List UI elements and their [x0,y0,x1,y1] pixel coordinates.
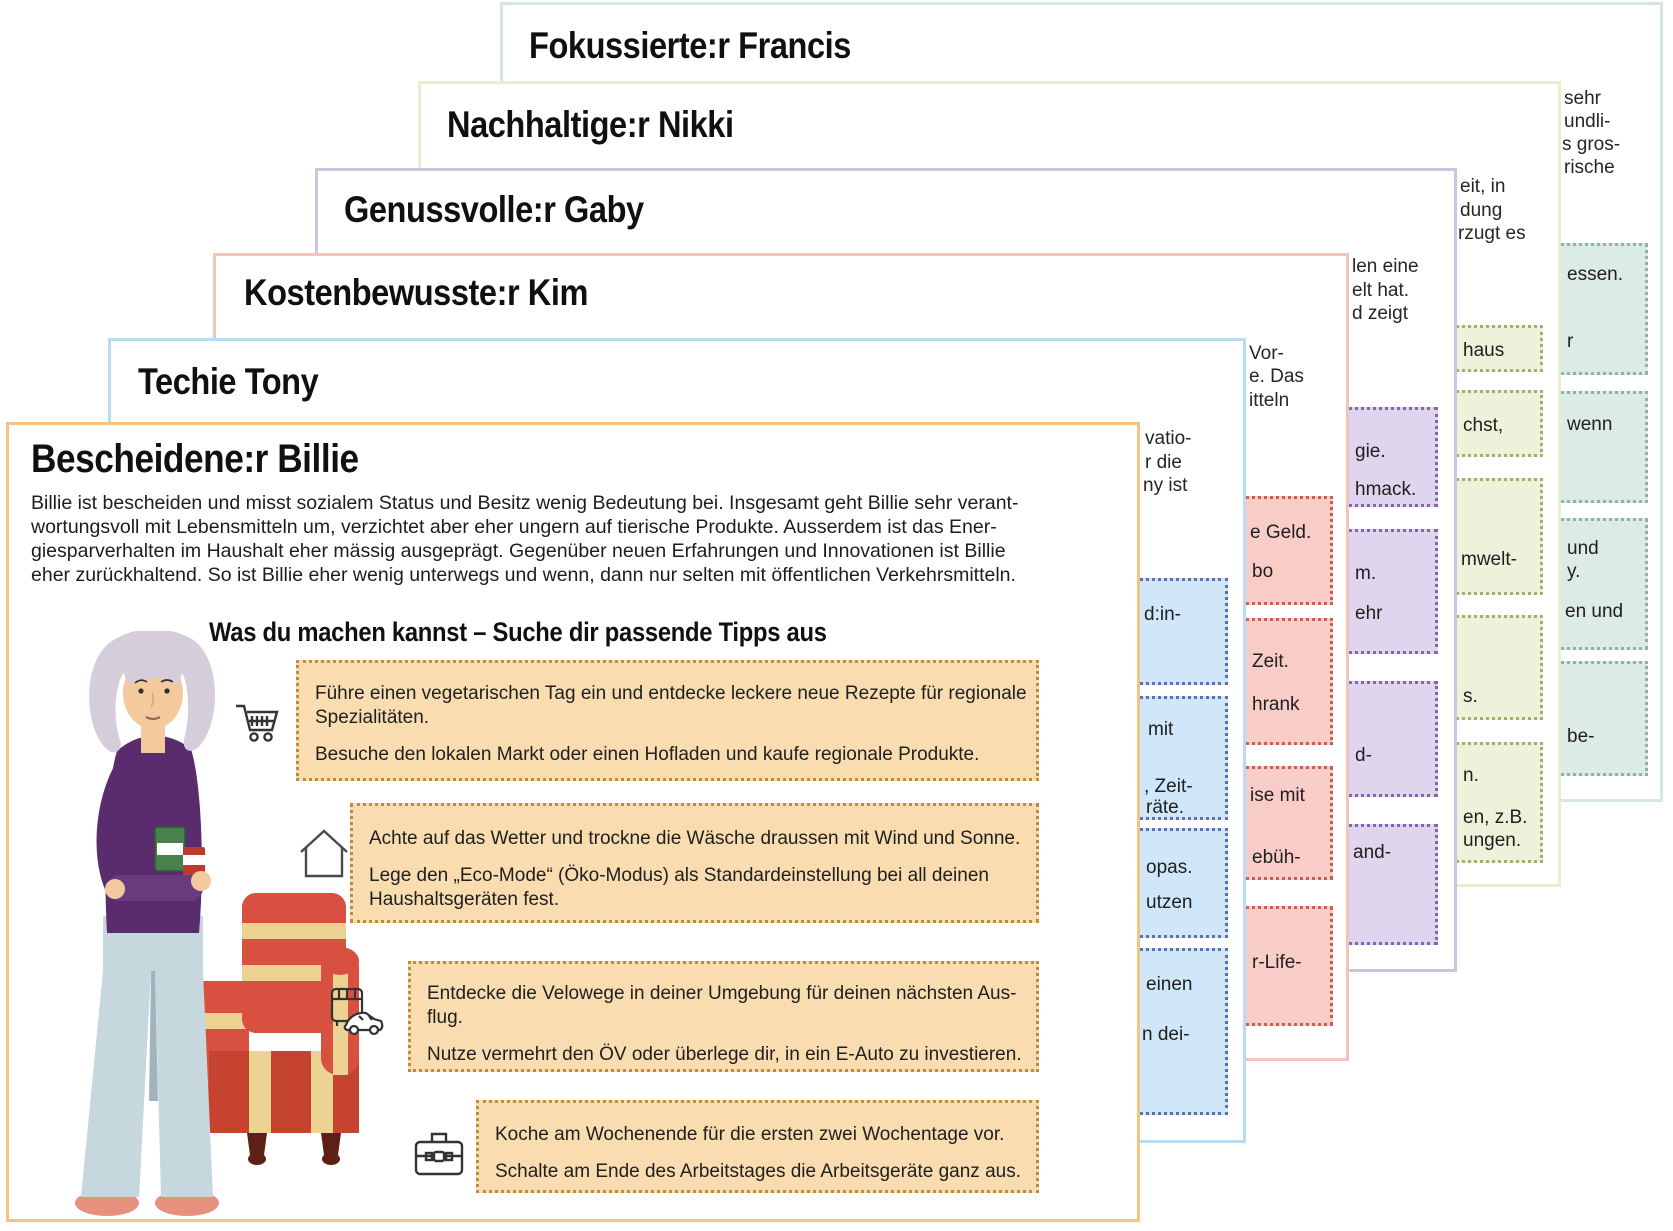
paragraph-fragment: eit, in [1460,176,1506,197]
tip-box [350,803,1039,923]
tip-fragment-line: einen [1146,974,1193,995]
tip-fragment-line: r-Life- [1252,952,1302,973]
tip-line: Nutze vermehrt den ÖV oder überlege dir, in ein E-Auto zu investieren. [427,1044,1022,1065]
tip-line: Schalte am Ende des Arbeitstages die Arbeitsgeräte ganz aus. [495,1161,1021,1182]
tip-fragment-line: opas. [1146,857,1193,878]
description-line: Billie ist bescheiden und misst sozialem Status und Besitz wenig Bedeutung bei. Insgesamt geht Billie sehr verant- [31,492,1019,514]
tip-fragment-line: n. [1463,765,1479,786]
tip-fragment-line: Zeit. [1252,651,1289,672]
tip-line: flug. [427,1007,463,1028]
description-line: wortungsvoll mit Lebensmitteln um, verzichtet aber eher ungern auf tierische Produkte. Ausserdem ist das Ener- [31,516,997,538]
tip-fragment-line: wenn [1567,414,1613,435]
tip-fragment-line: e Geld. [1250,522,1312,543]
description-line: giesparverhalten im Haushalt eher mässig ausgeprägt. Gegenüber neuen Erfahrungen und Innovationen ist Billie [31,540,1006,562]
tip-fragment-line: ungen. [1463,830,1522,851]
tip-line: Lege den „Eco-Mode“ (Öko-Modus) als Standardeinstellung bei all deinen [369,865,989,886]
tip-fragment-line: bo [1252,561,1274,582]
card-title-billie: Bescheidene:r Billie [31,437,359,481]
tip-fragment-line: and- [1353,842,1392,863]
tip-line: Entdecke die Velowege in deiner Umgebung für deinen nächsten Aus- [427,983,1017,1004]
tip-fragment-line: ehr [1355,603,1383,624]
tip-fragment-line: haus [1463,340,1505,361]
card-title-nikki: Nachhaltige:r Nikki [447,104,734,145]
description-line: eher zurückhaltend. So ist Billie eher wenig unterwegs und wenn, dann nur selten mit öffentlichen Verkehrsmitteln. [31,564,1016,586]
tip-fragment-line: essen. [1567,264,1623,285]
tip-fragment-line: n dei- [1142,1024,1190,1045]
house-icon [297,824,351,882]
tip-fragment-line: d- [1355,745,1372,766]
card-title-tony: Techie Tony [138,361,319,402]
tip-fragment-line: en und [1565,601,1624,622]
tip-fragment-line: d:in- [1144,604,1181,625]
paragraph-fragment: sehr [1564,88,1601,109]
paragraph-fragment: d zeigt [1352,303,1408,324]
paragraph-fragment: dung [1460,200,1503,221]
tip-line: Koche am Wochenende für die ersten zwei Wochentage vor. [495,1124,1005,1145]
paragraph-fragment: rzugt es [1458,223,1526,244]
tip-fragment-line: utzen [1146,892,1193,913]
tip-fragment-line: räte. [1146,797,1185,818]
paragraph-fragment: ny ist [1143,475,1188,496]
paragraph-fragment: len eine [1352,256,1419,277]
tip-fragment-line: hmack. [1355,479,1417,500]
paragraph-fragment: undli- [1564,111,1611,132]
paragraph-fragment: elt hat. [1352,280,1410,301]
tip-fragment-line: m. [1355,563,1377,584]
tip-line: Führe einen vegetarischen Tag ein und entdecke leckere neue Rezepte für regionale [315,683,1027,704]
card-bescheidene-billie [6,422,1140,1222]
paragraph-fragment: e. Das [1249,366,1304,387]
bus-car-icon [329,985,385,1041]
paragraph-fragment: rische [1564,157,1615,178]
tips-subheading: Was du machen kannst – Suche dir passende Tipps aus [209,617,827,647]
tip-fragment-line: gie. [1355,441,1386,462]
woman [75,631,219,1216]
tip-fragment-line: ebüh- [1252,847,1301,868]
tip-fragment-line: be- [1567,726,1595,747]
paragraph-fragment: r die [1145,452,1182,473]
tip-fragment-line: r [1567,331,1574,352]
card-title-francis: Fokussierte:r Francis [529,25,851,66]
tip-fragment-line: y. [1567,561,1581,582]
tip-box [476,1100,1039,1193]
tip-fragment-line: chst, [1463,415,1504,436]
tip-fragment-line: en, z.B. [1463,807,1528,828]
card-title-gaby: Genussvolle:r Gaby [344,189,644,230]
paragraph-fragment: Vor- [1249,343,1284,364]
tip-box [408,961,1039,1072]
tip-fragment-line: mit [1148,719,1174,740]
tip-fragment-line: s. [1463,686,1478,707]
paragraph-fragment: vatio- [1145,428,1192,449]
tip-box [296,660,1039,781]
briefcase-icon [413,1126,465,1180]
shopping-cart-icon [233,699,283,749]
tip-fragment-line: und [1567,538,1599,559]
persona-description [31,491,1131,587]
paragraph-fragment: s gros- [1562,134,1621,155]
card-title-kim: Kostenbewusste:r Kim [244,272,589,313]
tip-fragment-line: , Zeit- [1144,776,1193,797]
tip-fragment-line: hrank [1252,694,1300,715]
tip-line: Spezialitäten. [315,707,430,728]
tip-fragment-line: ise mit [1250,785,1305,806]
paragraph-fragment: itteln [1249,390,1290,411]
tip-line: Haushaltsgeräten fest. [369,889,560,910]
tip-line: Besuche den lokalen Markt oder einen Hofladen und kaufe regionale Produkte. [315,744,980,765]
tip-fragment-line: mwelt- [1461,549,1517,570]
tip-line: Achte auf das Wetter und trockne die Wäsche draussen mit Wind und Sonne. [369,828,1021,849]
